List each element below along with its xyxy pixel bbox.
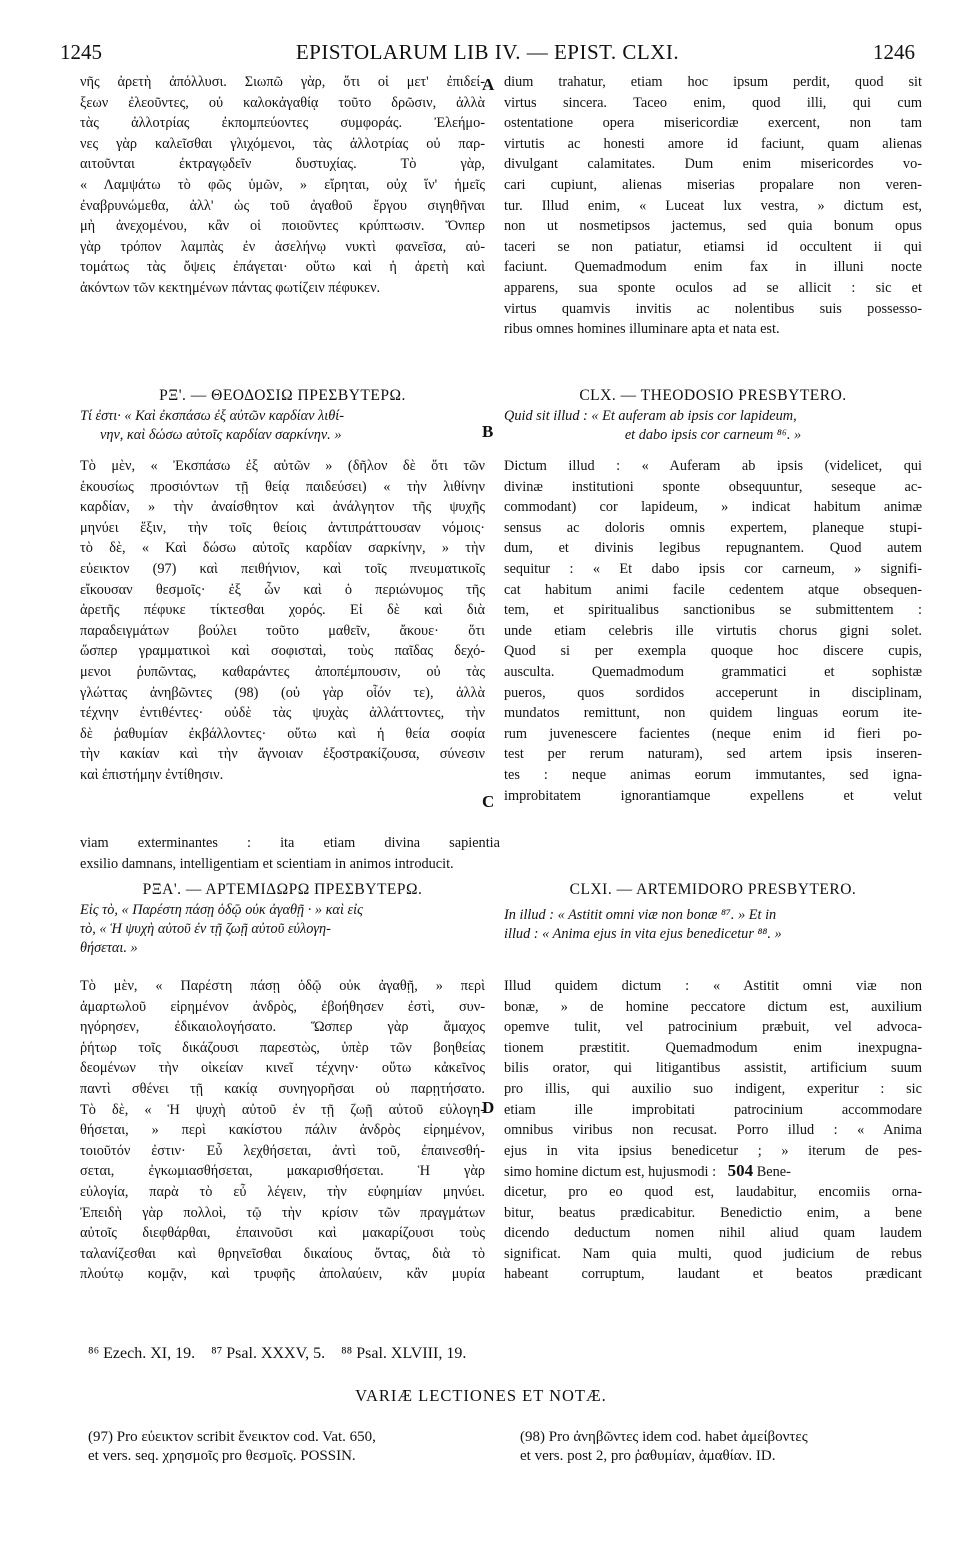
text-line: ἁμαρτωλοῦ εἰρημένον ἀνδρὸς, ἐβοήθησεν ἐστὶ, συν- <box>80 998 485 1015</box>
text-line: τέχνην ἐντιθέντες· οὐδὲ τὰς ψυχὰς ἀλλάττοντες, τὴν <box>80 705 485 722</box>
subtitle-line: νην, καὶ δώσω αὐτοῖς καρδίαν σαρκίνην. » <box>100 427 342 443</box>
text-line: ostentatione opera misericordiæ exercent, non tam <box>504 115 922 132</box>
text-line: exsilio damnans, intelligentiam et scientiam in animos introducit. <box>80 855 454 872</box>
text-line: παντὶ σθένει τῇ κακίᾳ συνηγορῆσαι οὐ παρῃτήσατο. <box>80 1080 485 1097</box>
greek-top-column <box>80 72 485 299</box>
text-line: εὐεικτον (97) καὶ πειθήνιον, καὶ τοῖς πνευματικοῖς <box>80 560 485 577</box>
text-line: opemve tulit, vel patrocinium præbuit, vel advoca- <box>504 1019 922 1036</box>
text-line: ἑκουσίως προσιόντων τῇ θείᾳ παιδεύσει) « τὴν λιθίνην <box>80 478 485 495</box>
text-line: μηνύει ἕξιν, τὴν τοῖς θείοις ἀντιπράττουσαν νόμοις· <box>80 519 485 536</box>
text-line: Τὸ μὲν, « Παρέστη πάσῃ ὁδῷ οὐκ ἀγαθῇ, » περὶ <box>80 978 485 994</box>
latin-top-column <box>504 72 922 340</box>
text-line: Illud quidem dictum : « Astitit omni viæ non <box>504 978 922 994</box>
margin-letter-c: C <box>482 792 495 811</box>
text-line: ausculta. Quemadmodum grammatici et sophistæ <box>504 663 922 680</box>
text-line: Τὸ μὲν, « Ἐκσπάσω ἐξ αὐτῶν » (δῆλον δὲ ὅτι τῶν <box>80 458 485 474</box>
text-line: Ἐπειδὴ γὰρ πολλοὶ, τῷ τὴν κρίσιν τῶν πραγμάτων <box>80 1204 485 1221</box>
running-header <box>60 40 915 62</box>
text-line: καὶ ἐπιστήμην ἐντίθησιν. <box>80 766 224 783</box>
text-line: νῆς ἀρετὴ ἀπόλλυσι. Σιωπῶ γὰρ, ὅτι οἱ μετ' ἐπιδεί- <box>80 74 485 90</box>
text-line: tur. Illud enim, « Luceat lux vestra, » dictum est, <box>504 197 922 214</box>
subtitle-line: Quid sit illud : « Et auferam ab ipsis cor lapideum, <box>504 408 797 424</box>
text-line: pro illis, qui auxilio suo indigent, experitur : sic <box>504 1080 922 1097</box>
text-line: ἀκόντων τῶν κεκτημένων πάντας φωτίζειν πέφυκεν. <box>80 279 381 296</box>
greek-letter-160-subtitle <box>80 407 485 445</box>
letter-160-closing <box>80 833 922 874</box>
note-line: et vers. post 2, pro ῥαθυμίαν, ἀμαθίαν. ID. <box>520 1448 776 1464</box>
left-page-number: 1245 <box>60 40 102 64</box>
text-line: τὰς ἀλλοτρίας ἐκπομπεύοντες συμφοράς. Ἐλεήμο- <box>80 115 485 132</box>
text-line: sensus ac doloris omnis expertem, planeque stupi- <box>504 519 922 536</box>
text-line: σεται, ἐγκωμιασθήσεται, μακαρισθήσεται. Ἡ γὰρ <box>80 1163 485 1180</box>
subtitle-line: Εἰς τὸ, « Παρέστη πάσῃ ὁδῷ οὐκ ἀγαθῇ · » καὶ εἰς <box>80 902 363 918</box>
text-line: commodant) cor lapideum, » indicat habitum animæ <box>504 499 922 516</box>
running-title: EPISTOLARUM LIB IV. — EPIST. CLXI. <box>295 40 680 64</box>
note-line: (98) Pro ἀνηβῶντες idem cod. habet ἀμείβοντες <box>520 1429 808 1445</box>
text-line: test per rerum naturam), sed artem ipsis inseren- <box>504 746 922 763</box>
text-line: τὴν κακίαν καὶ τὴν ἄγνοιαν ἐξοστρακίζουσα, σύνεσιν <box>80 746 485 763</box>
text-line: εἴκουσαν θεσμοῖς· ἐξ ὧν καὶ ὁ περιώνυμος τῆς <box>80 581 485 598</box>
text-line: etiam ille improbitati patrocinium accommodare <box>504 1101 922 1118</box>
text-line: δὲ ῥαθυμίαν ἐκβάλλοντες· οὕτω καὶ ἡ θεία σοφία <box>80 725 485 742</box>
latin-letter-160-heading: CLX. — THEODOSIO PRESBYTERO. <box>579 387 847 404</box>
margin-letter-b: B <box>482 422 494 441</box>
subtitle-line: Τί ἐστι· « Καὶ ἐκσπάσω ἐξ αὐτῶν καρδίαν λιθί- <box>80 408 344 424</box>
text-line: habeant corruptum, laudant et beatos prædicant <box>504 1266 922 1283</box>
latin-letter-161-heading: CLXI. — ARTEMIDORO PRESBYTERO. <box>569 881 857 898</box>
text-line: dum, et divinis legibus repugnantem. Quod autem <box>504 540 922 557</box>
text-line: virtutis ac honesti amore id faciunt, quam alienas <box>504 135 922 152</box>
text-line: δεομένων τὴν οἰκείαν κινεῖ τέχνην· οὕτω κἀκεῖνος <box>80 1060 485 1077</box>
text-line: ξεων ἐλεοῦντες, οὐ καλοκἀγαθίᾳ τοῦτο δρῶσιν, ἀλλὰ <box>80 94 485 111</box>
text-line: ejus in vita ipsius benedicetur ; » iterum de pes- <box>504 1142 922 1159</box>
text-line: Τὸ δὲ, « Ἡ ψυχὴ αὐτοῦ ἐν τῇ ζωῇ αὐτοῦ εὐλογη- <box>80 1101 485 1118</box>
text-line: faciunt. Quemadmodum enim fax in illuni nocte <box>504 259 922 276</box>
text-line: ἐναβρυνώμεθα, ἀλλ' ὡς τοῦ ἀγαθοῦ ἔργου σιγηθῆναι <box>80 197 485 214</box>
text-line: viam exterminantes : ita etiam divina sapientia <box>80 835 500 851</box>
text-line: καρδίαν, » τὴν ἀναίσθητον καὶ ἀνάλγητον τῆς ψυχῆς <box>80 499 485 516</box>
text-line: dium trahatur, etiam hoc ipsum perdit, quod sit <box>504 74 922 90</box>
margin-letter-a: A <box>482 75 495 94</box>
text-line: μενοι ῥυπῶντας, καθαράντες ἀποπέμπουσιν, οὐ τὰς <box>80 663 485 680</box>
text-line: ribus omnes homines illuminare apta et nata est. <box>504 321 780 338</box>
text-line <box>504 1160 922 1181</box>
text-line: ταλανίζεσθαι καὶ θρηνεῖσθαι δικαίους ὄντας, διὰ τὸ <box>80 1245 485 1262</box>
note-line: (97) Pro εὐεικτον scribit ἔνεικτον cod. Vat. 650, <box>88 1429 376 1445</box>
text-line: mundatos remittunt, non quidem linguas eorum ite- <box>504 705 922 722</box>
text-fragment: Bene- <box>756 1164 791 1181</box>
text-line: bilis orator, qui litigantibus assistit, artificium suum <box>504 1060 922 1077</box>
text-line: Dictum illud : « Auferam ab ipsis (videlicet, qui <box>504 458 922 474</box>
greek-letter-161-body <box>80 975 485 1284</box>
text-line: bitur, beatus prædicabitur. Benedictio enim, a bene <box>504 1204 922 1221</box>
note-97 <box>88 1428 488 1466</box>
greek-letter-160-body <box>80 456 485 786</box>
latin-letter-160-body <box>504 456 922 806</box>
text-line: divulgant calamitates. Dum enim misericordes vo- <box>504 156 922 173</box>
text-line: « Λαμψάτω τὸ φῶς ὑμῶν, » εἴρηται, οὐχ ἵν' ἡμεῖς <box>80 176 485 193</box>
subtitle-line: illud : « Anima ejus in vita ejus benedicetur ⁸⁸. » <box>504 926 782 942</box>
text-line: dicendo deductum nomen nihil aliud quam laudem <box>504 1225 922 1242</box>
text-line: omnibus viribus non recusat. Porro illud : « Anima <box>504 1122 922 1139</box>
text-line: apparens, sua sponte oculos ad se allicit : sic et <box>504 279 922 296</box>
text-line: improbitatem ignorantiamque expellens et velut <box>504 787 922 804</box>
right-page-number: 1246 <box>873 40 915 64</box>
margin-letter-d: D <box>482 1098 495 1117</box>
subtitle-line: et dabo ipsis cor carneum ⁸⁶. » <box>624 427 802 443</box>
text-line: Quod si per exempla quoque hoc discere cupis, <box>504 643 922 660</box>
text-line: tionem præstitit. Quemadmodum enim inexpugna- <box>504 1039 922 1056</box>
column-number: 504 <box>727 1161 754 1181</box>
text-line: unde etiam celebris ille virtutis chorus gigni solet. <box>504 622 922 639</box>
text-line: rum juvenescere facientes (neque enim id fieri po- <box>504 725 922 742</box>
text-line: τομάτως τὰς ὄψεις ἐπάγεται· οὕτω καὶ ἡ ἀρετὴ καὶ <box>80 259 485 276</box>
greek-letter-161-heading: ΡΞΑ'. — ΑΡΤΕΜΙΔΩΡΩ ΠΡΕΣΒΥΤΕΡΩ. <box>142 881 423 898</box>
subtitle-line: In illud : « Astitit omni viæ non bonæ ⁸⁷. » Et in <box>504 907 777 923</box>
text-line: νες γὰρ καλεῖσθαι γλιχόμενοι, τὰς ἀλλοτρίας οὐ παρ- <box>80 135 485 152</box>
text-line: virtus quamvis invitis ac nolentibus suis possesso- <box>504 300 922 317</box>
text-line: μὴ ἀνεχομένου, κἂν οἱ ποιοῦντες κρύπτωσιν. Ὅνπερ <box>80 218 485 235</box>
text-line: θήσεται, » περὶ κακίστου πάλιν ἀνδρὸς εἰρημένον, <box>80 1122 485 1139</box>
text-line: ηγόρησεν, ἐδικαιολογήσατο. Ὥσπερ γὰρ ἄμαχος <box>80 1019 485 1036</box>
text-line: pueros, quos sordidos acceperunt in disciplinam, <box>504 684 922 701</box>
note-98 <box>520 1428 920 1466</box>
text-line: cat habitum animi facile cedentem atque obsequen- <box>504 581 922 598</box>
subtitle-line: θήσεται. » <box>80 940 138 956</box>
text-line: dicetur, pro eo quod est, laudabitur, encomiis orna- <box>504 1183 922 1200</box>
text-fragment: simo homine dictum est, hujusmodi : <box>504 1164 717 1181</box>
latin-letter-160-subtitle <box>504 407 922 445</box>
text-line: γλώττας ἀνηβῶντες (98) (οὐ γὰρ οἷόν τε), ἀλλὰ <box>80 684 485 701</box>
greek-letter-161-subtitle <box>80 901 485 958</box>
text-line: πλούτῳ κομᾷν, καὶ τρυφῆς ἀπολαύειν, κἂν μυρία <box>80 1266 485 1283</box>
text-line: τοιοῦτόν ἐστιν· Εὖ λεχθήσεται, ἀντὶ τοῦ, ἐπαινεσθή- <box>80 1142 485 1159</box>
text-line: tem, et spiritualibus sanctionibus se submittentem : <box>504 602 922 619</box>
text-line: taceri se non patiatur, etiamsi id occultent ii qui <box>504 238 922 255</box>
text-line: non ut nosmetipsos jactemus, sed quia bonum opus <box>504 218 922 235</box>
latin-letter-161-body <box>504 975 922 1284</box>
text-line: εὐλογία, παρὰ τὸ εὖ λέγειν, τὴν εὐφημίαν μηνύει. <box>80 1183 485 1200</box>
text-line: ῥήτωρ τοῖς δικάζουσι παρεστὼς, ὑπὲρ τῶν βοηθείας <box>80 1039 485 1056</box>
subtitle-line: τὸ, « Ἡ ψυχὴ αὐτοῦ ἐν τῇ ζωῇ αὐτοῦ εὐλογη- <box>80 921 331 937</box>
text-line: sequitur : « Et dabo ipsis cor carneum, » signifi- <box>504 560 922 577</box>
text-line: ὥσπερ γραμματικοὶ καὶ σοφισταὶ, τοὺς παῖδας δεχό- <box>80 643 485 660</box>
text-line: divinæ institutioni sponte obsequuntur, seseque ac- <box>504 478 922 495</box>
text-line: bonæ, » de homine peccatore dictum est, auxilium <box>504 998 922 1015</box>
greek-letter-160-heading: ΡΞ'. — ΘΕΟΔΟΣΙΩ ΠΡΕΣΒΥΤΕΡΩ. <box>159 387 406 404</box>
text-line: αιτοῦνται ἐκτραγῳδεῖν δυστυχίας. Τὸ γὰρ, <box>80 156 485 173</box>
text-line: tes : neque animas eorum immutantes, sed igna- <box>504 766 922 783</box>
text-line: γὰρ τρόπον λαμπὰς ἐν ἀσελήνῳ νυκτὶ φανεῖσα, αὐ- <box>80 238 485 255</box>
text-line: τὸ δὲ, « Καὶ δώσω αὐτοῖς καρδίαν σαρκίνην, » τὴν <box>80 540 485 557</box>
text-line: παραδειγμάτων βούλει τοῦτο μαθεῖν, ἄκουε· ὅτι <box>80 622 485 639</box>
text-line: cari cupiunt, alienas miserias propalare non veren- <box>504 176 922 193</box>
text-line: αὐτοῖς διεφθάρθαι, ἐπαινοῦσι καὶ μακαρίζουσι τοὺς <box>80 1225 485 1242</box>
text-line: virtus sincera. Taceo enim, quod illi, qui cum <box>504 94 922 111</box>
footnotes: ⁸⁶ Ezech. XI, 19. ⁸⁷ Psal. XXXV, 5. ⁸⁸ Psal. XLVIII, 19. <box>88 1345 467 1362</box>
text-line: ἀρετῆς πέφυκε τίκτεσθαι χορός. Εἰ δὲ καὶ διὰ <box>80 602 485 619</box>
latin-letter-161-subtitle <box>504 906 922 944</box>
note-line: et vers. seq. χρησμοῖς pro θεσμοῖς. POSSIN. <box>88 1448 356 1464</box>
notes-title: VARIÆ LECTIONES ET NOTÆ. <box>355 1386 607 1405</box>
text-line: significat. Nam quia multi, quod judicium de rebus <box>504 1245 922 1262</box>
